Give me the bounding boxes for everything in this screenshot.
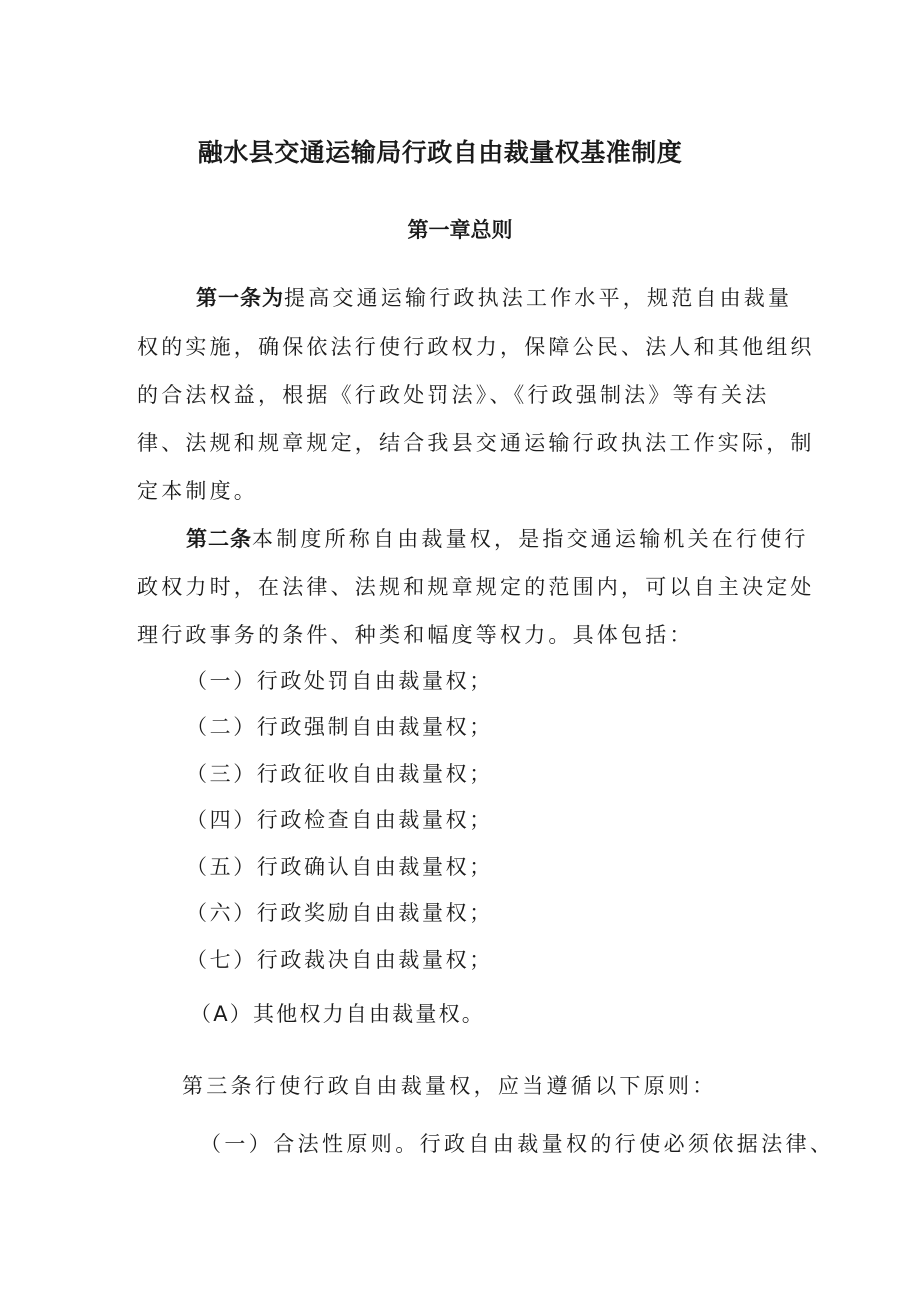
article2-heading: 第二条 xyxy=(186,527,252,551)
document-title-text: 融水县交通运输局行政自由裁量权基准制度 xyxy=(197,138,683,167)
article1-line-1: 提高交通运输行政执法工作水平，规范自由裁量 xyxy=(284,286,793,310)
article1-line-3: 的合法权益，根据《行政处罚法》、《行政强制法》等有关法 xyxy=(137,383,770,407)
article1-line-4: 律、法规和规章规定，结合我县交通运输行政执法工作实际，制 xyxy=(137,431,815,455)
chapter-heading xyxy=(0,214,920,244)
article3-line-1: 第三条行使行政自由裁量权，应当遵循以下原则： xyxy=(182,1074,717,1098)
article2-item-4: （四）行政检查自由裁量权； xyxy=(186,808,493,832)
article1-line-2: 权的实施，确保依法行使行政权力，保障公民、法人和其他组织 xyxy=(137,335,815,359)
article1-first-line xyxy=(196,283,792,313)
article2-item-8: （A）其他权力自由裁量权。 xyxy=(190,1002,485,1026)
article2-line-2: 政权力时，在法律、法规和规章规定的范围内，可以自主决定处 xyxy=(137,575,815,599)
article2-first-line xyxy=(186,524,809,554)
article2-item-2: （二）行政强制自由裁量权； xyxy=(186,715,493,739)
article2-line-3: 理行政事务的条件、种类和幅度等权力。具体包括： xyxy=(137,623,694,647)
article2-line-1: 本制度所称自由裁量权，是指交通运输机关在行使行 xyxy=(252,527,809,551)
chapter-heading-text: 第一章总则 xyxy=(407,218,513,242)
article2-item-6: （六）行政奖励自由裁量权； xyxy=(186,901,493,925)
article2-item-5: （五）行政确认自由裁量权； xyxy=(186,855,493,879)
article2-item-3: （三）行政征收自由裁量权； xyxy=(186,762,493,786)
document-title xyxy=(0,133,920,169)
article1-line-5: 定本制度。 xyxy=(137,479,258,503)
article2-item-1: （一）行政处罚自由裁量权； xyxy=(186,669,493,693)
article2-item-7: （七）行政裁决自由裁量权； xyxy=(186,948,493,972)
article1-heading: 第一条为 xyxy=(196,286,284,310)
article3-item-1: （一）合法性原则。行政自由裁量权的行使必须依据法律、 xyxy=(200,1132,835,1156)
